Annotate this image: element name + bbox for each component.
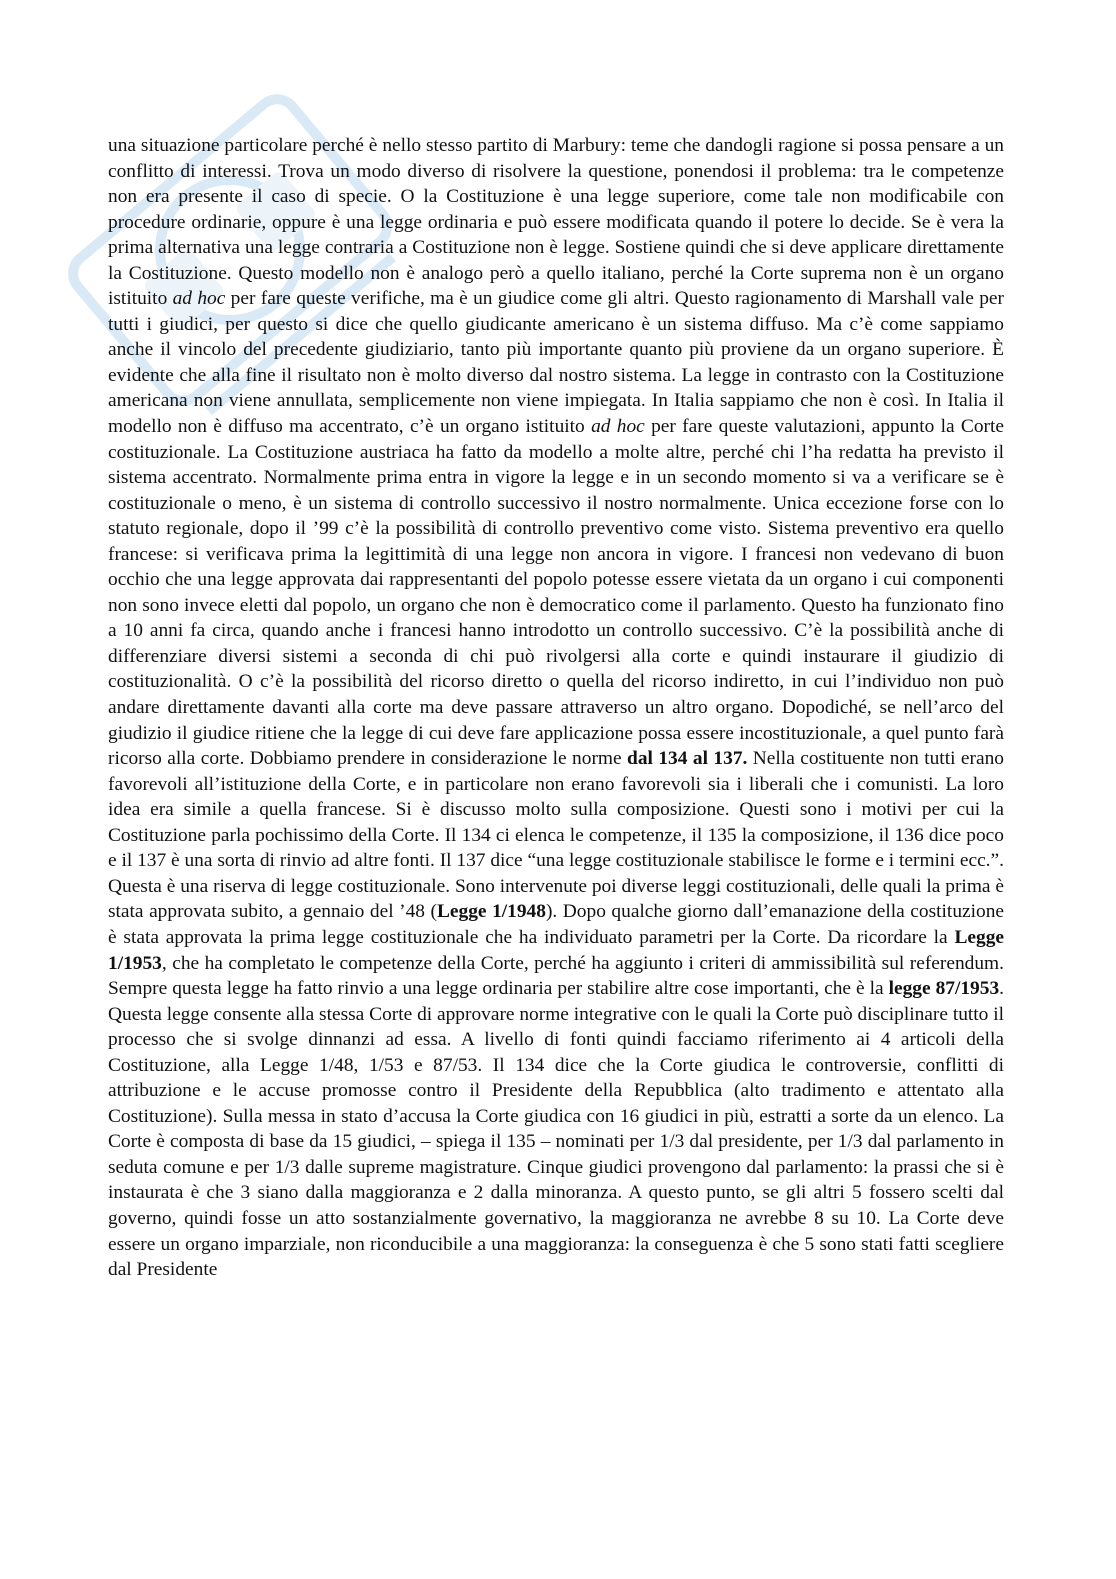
body-paragraph	[108, 133, 1004, 1283]
text-run: per fare queste verifiche, ma è un giudice come gli altri. Questo ragionamento di Marshall vale per tutti i giudici, per questo si dice che quello giudicante americano è un sistema diffuso. Ma c’è come sappiamo anche il vincolo del precedente giudiziario, tanto più importante quanto più proviene da un organo superiore. È evidente che alla fine il risultato non è molto diverso dal nostro sistema. La legge in contrasto con la Costituzione americana non viene annullata, semplicemente non viene impiegata. In Italia sappiamo che non è così. In Italia il modello non è diffuso ma accentrato, c’è un organo istituito	[108, 288, 1004, 438]
text-run: , che ha completato le competenze della Corte, perché ha aggiunto i criteri di ammissibilità sul referendum. Sempre questa legge ha fatto rinvio a una legge ordinaria per stabilire altre cose importanti, che è la	[108, 952, 1004, 1000]
text-run: . Questa legge consente alla stessa Corte di approvare norme integrative con le quali la Corte può disciplinare tutto il processo che si svolge dinnanzi ad essa. A livello di fonti quindi facciamo riferimento ai 4 articoli della Costituzione, alla Legge 1/48, 1/53 e 87/53. Il 134 dice che la Corte giudica le controversie, conflitti di attribuzione e le accuse promosse contro il Presidente della Repubblica (alto tradimento e attentato alla Costituzione). Sulla messa in stato d’accusa la Corte giudica con 16 giudici in più, estratti a sorte da un elenco. La Corte è composta di base da 15 giudici, – spiega il 135 – nominati per 1/3 dal presidente, per 1/3 dal parlamento in seduta comune e per 1/3 dalle supreme magistrature. Cinque giudici provengono dal parlamento: la prassi che si è instaurata è che 3 siano dalla maggioranza e 2 dalla minoranza. A questo punto, se gli altri 5 fossero scelti dal governo, quindi fosse un atto sostanzialmente governativo, la maggioranza ne avrebbe 8 su 10. La Corte deve essere un organo imparziale, non riconducibile a una maggioranza: la conseguenza è che 5 sono stati fatti scegliere dal Presidente	[108, 978, 1004, 1281]
text-run: ). Dopo qualche giorno dall’emanazione della costituzione è stata approvata la prima legge costituzionale che ha individuato parametri per la Corte. Da ricordare la	[108, 901, 1005, 948]
bold-reference: Legge 1/1953	[108, 926, 1004, 974]
bold-reference: Legge 1/1948	[437, 901, 546, 923]
text-run: per fare queste valutazioni, appunto la Corte costituzionale. La Costituzione austriaca ha fatto da modello a molte altre, perché chi l’ha redatta ha previsto il sistema accentrato. Normalmente prima entra in vigore la legge e in un secondo momento si va a verificare se è costituzionale o meno, è un sistema di controllo successivo il nostro normalmente. Unica eccezione forse con lo statuto regionale, dopo il ’99 c’è la possibilità di controllo preventivo come visto. Sistema preventivo era quello francese: si verificava prima la legittimità di una legge non ancora in vigore. I francesi non vedevano di buon occhio che una legge approvata dai rappresentanti del popolo potesse essere vietata da un organo i cui componenti non sono invece eletti dal popolo, un organo che non è democratico come il parlamento. Questo ha funzionato fino a 10 anni fa circa, quando anche i francesi hanno introdotto un controllo successivo. C’è la possibilità anche di differenziare diversi sistemi a seconda di chi può rivolgersi alla corte e quindi instaurare il giudizio di costituzionalità. O c’è la possibilità del ricorso diretto o quella del ricorso indiretto, in cui l’individuo non può andare direttamente davanti alla corte ma deve passare attraverso un altro organo. Dopodiché, se nell’arco del giudizio il giudice ritiene che la legge di cui deve fare applicazione possa essere incostituzionale, a quel punto farà ricorso alla corte. Dobbiamo prendere in considerazione le norme	[108, 416, 1004, 770]
text-run: una situazione particolare perché è nello stesso partito di Marbury: teme che dandogli ragione si possa pensare a un conflitto di interessi. Trova un modo diverso di risolvere la questione, ponendosi il problema: tra le competenze non era presente il caso di specie. O la Costituzione è una legge superiore, come tale non modificabile con procedure ordinarie, oppure è una legge ordinaria e può essere modificata quando il potere lo decide. Se è vera la prima alternativa una legge contraria a Costituzione non è legge. Sostiene quindi che si deve applicare direttamente la Costituzione. Questo modello non è analogo però a quello italiano, perché la Corte suprema non è un organo istituito	[108, 135, 1004, 310]
bold-reference: dal 134 al 137.	[627, 748, 748, 770]
bold-reference: legge 87/1953	[888, 978, 1000, 1000]
italic-term: ad hoc	[172, 288, 226, 310]
italic-term: ad hoc	[591, 416, 645, 438]
text-run: Nella costituente non tutti erano favorevoli all’istituzione della Corte, e in particolare non erano favorevoli sia i liberali che i comunisti. La loro idea era simile a quella francese. Si è discusso molto sulla composizione. Questi sono i motivi per cui la Costituzione parla pochissimo della Corte. Il 134 ci elenca le competenze, il 135 la composizione, il 136 dice poco e il 137 è una sorta di rinvio ad altre fonti. Il 137 dice “una legge costituzionale stabilisce le forme e i termini ecc.”. Questa è una riserva di legge costituzionale. Sono intervenute poi diverse leggi costituzionali, delle quali la prima è stata approvata subito, a gennaio del ’48 (	[108, 748, 1004, 923]
